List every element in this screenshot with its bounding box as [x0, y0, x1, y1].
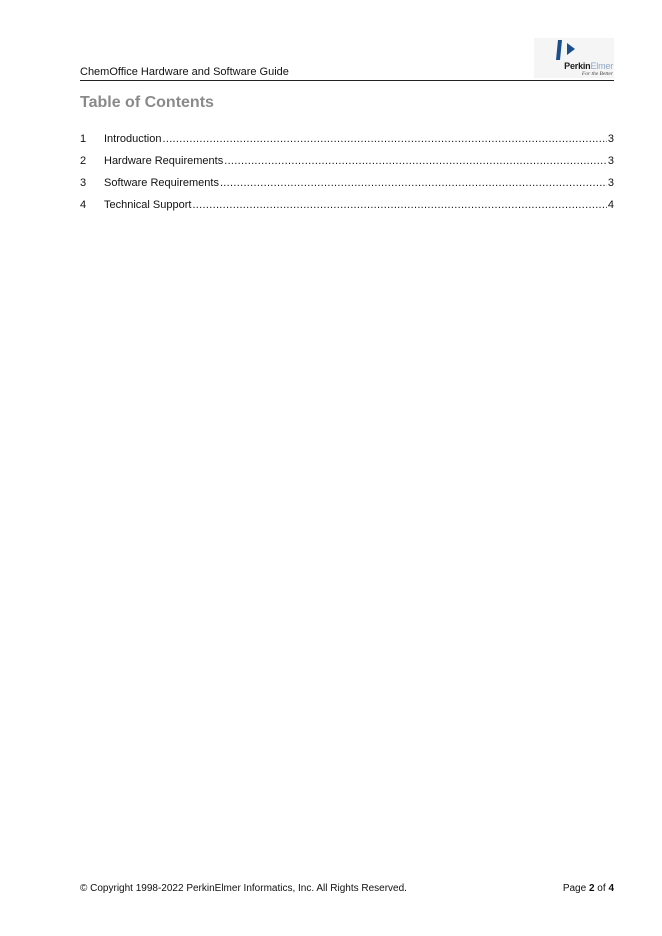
page-header [80, 38, 614, 81]
toc-dot-leader [162, 133, 606, 145]
toc-entry-page[interactable]: 3 [607, 133, 614, 145]
document-title: ChemOffice Hardware and Software Guide [80, 66, 289, 78]
logo-tagline: For the Better [581, 71, 613, 77]
perkinelmer-logo [534, 38, 614, 78]
total-pages: 4 [608, 883, 614, 894]
perkinelmer-mark-icon [556, 40, 584, 60]
toc-entry-software-requirements[interactable] [80, 177, 614, 199]
toc-entry-page[interactable]: 4 [607, 199, 614, 211]
toc-entry-hardware-requirements[interactable] [80, 155, 614, 177]
toc-entry-number: 2 [80, 155, 87, 167]
toc-entry-number: 1 [80, 133, 87, 145]
current-page: 2 [588, 883, 595, 894]
toc-entry-page[interactable]: 3 [607, 155, 614, 167]
logo-wordmark: PerkinElmer [564, 61, 613, 71]
toc-entry-label[interactable]: Hardware Requirements [104, 155, 224, 167]
toc-dot-leader [220, 177, 607, 189]
toc-heading: Table of Contents [80, 94, 214, 111]
toc-entry-number: 3 [80, 177, 87, 189]
table-of-contents [80, 133, 614, 221]
toc-entry-label[interactable]: Technical Support [104, 199, 192, 211]
copyright-notice: © Copyright 1998-2022 PerkinElmer Informatics, Inc. All Rights Reserved. [80, 883, 407, 894]
toc-entry-label[interactable]: Introduction [104, 133, 162, 145]
toc-dot-leader [224, 155, 607, 167]
toc-entry-technical-support[interactable] [80, 199, 614, 221]
toc-entry-page[interactable]: 3 [607, 177, 614, 189]
toc-entry-label[interactable]: Software Requirements [104, 177, 219, 189]
page-number: Page 2 of 4 [562, 883, 614, 894]
toc-entry-number: 4 [80, 199, 87, 211]
toc-dot-leader [192, 199, 606, 211]
toc-entry-introduction[interactable] [80, 133, 614, 155]
